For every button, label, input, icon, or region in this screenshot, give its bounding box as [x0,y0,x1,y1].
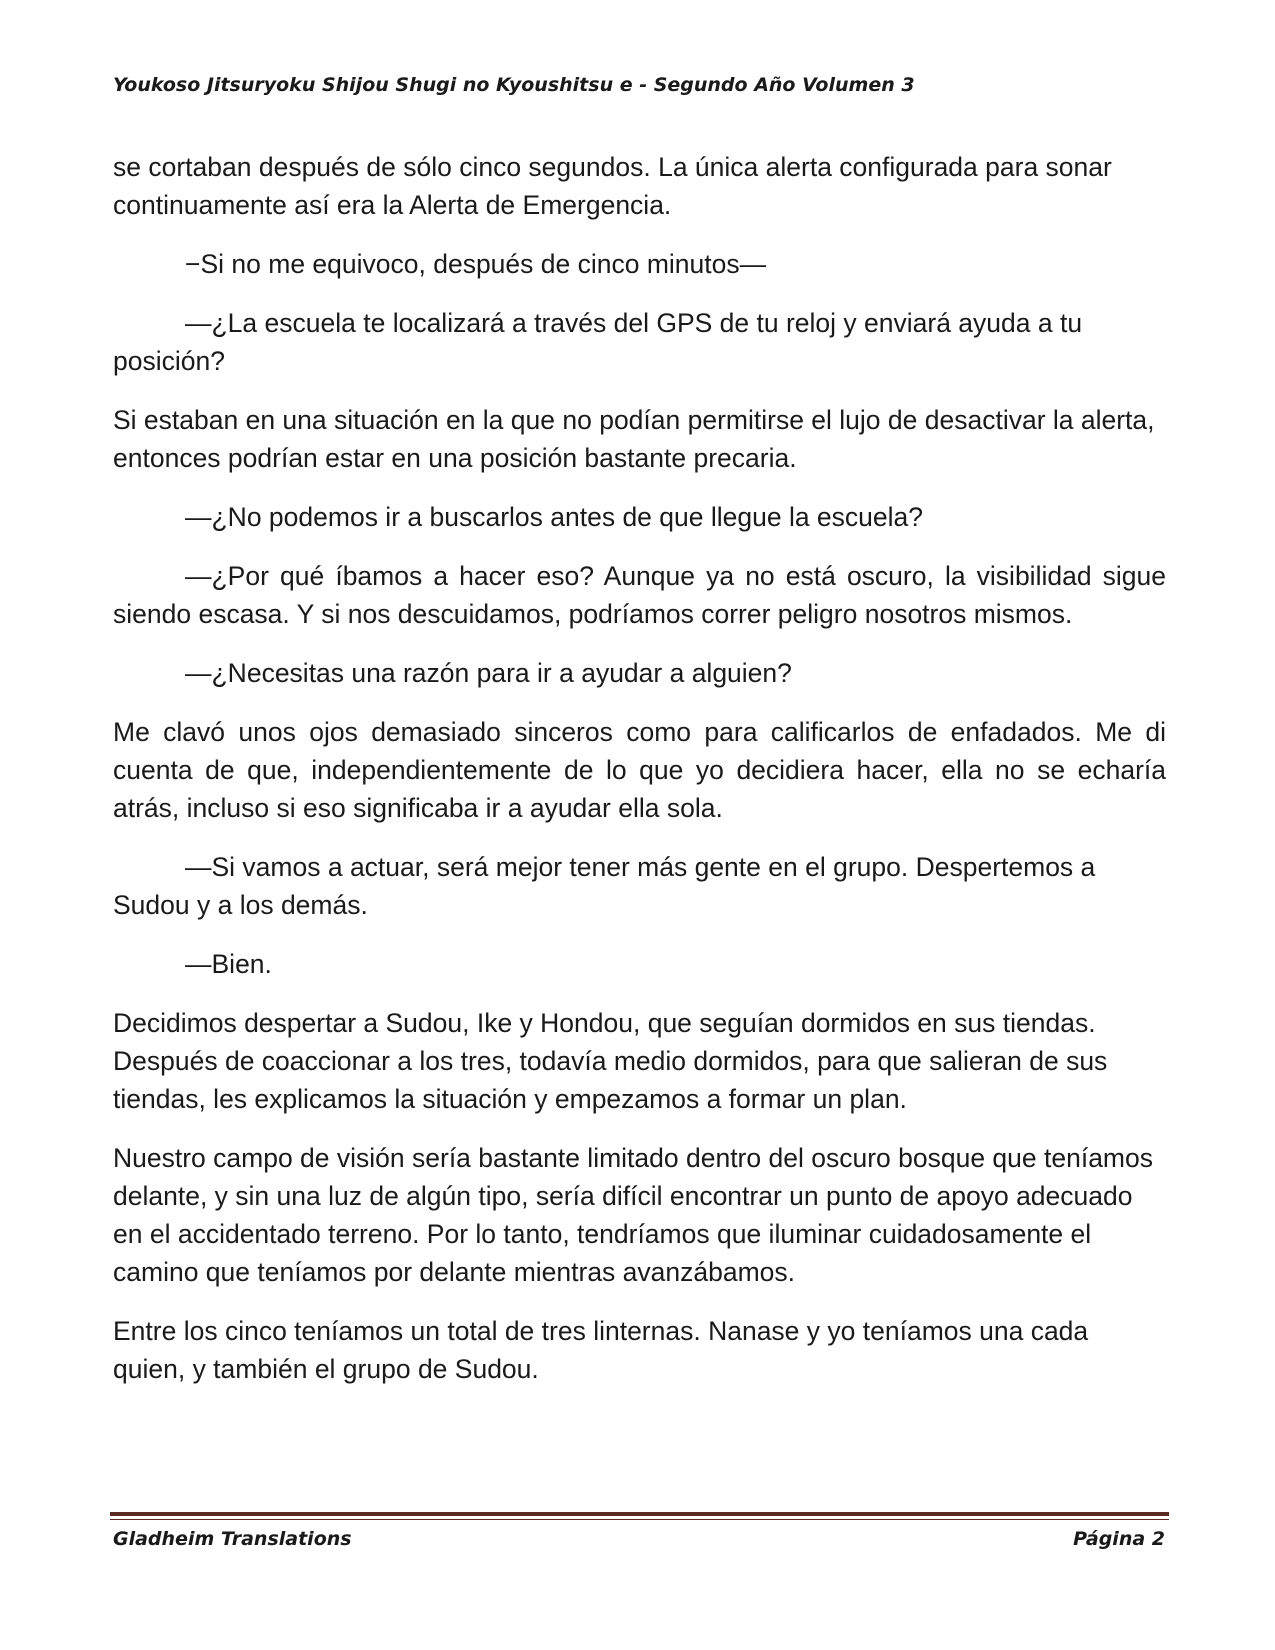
dialogue-line: —¿La escuela te localizará a través del GPS de tu reloj y enviará ayuda a tu posición? [113,308,1083,376]
paragraph: se cortaban después de sólo cinco segundos. La única alerta configurada para sonar continuamente así era la Alerta de Emergencia. [113,152,1112,220]
page-body [113,148,1166,1409]
dialogue-line: —¿Necesitas una razón para ir a ayudar a alguien? [185,658,792,688]
dialogue-line: —¿No podemos ir a buscarlos antes de que llegue la escuela? [185,502,924,532]
dialogue-line: −Si no me equivoco, después de cinco minutos— [185,249,767,279]
page-number: Página 2 [1073,1528,1165,1550]
footer-credit: Gladheim Translations [113,1528,352,1550]
paragraph: Nuestro campo de visión sería bastante limitado dentro del oscuro bosque que teníamos delante, y sin una luz de algún tipo, sería difícil encontrar un punto de apoyo adecuado en el accidentado terreno. Por lo tanto, tendríamos que iluminar cuidadosamente el camino que teníamos por delante mientras avanzábamos. [113,1143,1153,1287]
footer-rule [110,1512,1169,1516]
footer-rule-thin [110,1519,1169,1520]
dialogue-line: —Si vamos a actuar, será mejor tener más gente en el grupo. Despertemos a Sudou y a los demás. [113,852,1096,920]
paragraph: Me clavó unos ojos demasiado sinceros como para calificarlos de enfadados. Me di cuenta de que, independientemente de lo que yo decidiera hacer, ella no se echaría atrás, incluso si eso significaba ir a ayudar ella sola. [113,717,1166,823]
dialogue-line: —¿Por qué íbamos a hacer eso? Aunque ya no está oscuro, la visibilidad sigue siendo escasa. Y si nos descuidamos, podríamos correr peligro nosotros mismos. [113,561,1166,629]
paragraph: Decidimos despertar a Sudou, Ike y Hondou, que seguían dormidos en sus tiendas. Después de coaccionar a los tres, todavía medio dormidos, para que salieran de sus tiendas, les explicamos la situación y empezamos a formar un plan. [113,1008,1108,1114]
running-header: Youkoso Jitsuryoku Shijou Shugi no Kyoushitsu e - Segundo Año Volumen 3 [113,74,915,96]
dialogue-line: —Bien. [185,949,272,979]
paragraph: Si estaban en una situación en la que no podían permitirse el lujo de desactivar la alerta, entonces podrían estar en una posición bastante precaria. [113,405,1155,473]
paragraph: Entre los cinco teníamos un total de tres linternas. Nanase y yo teníamos una cada quien, y también el grupo de Sudou. [113,1316,1089,1384]
